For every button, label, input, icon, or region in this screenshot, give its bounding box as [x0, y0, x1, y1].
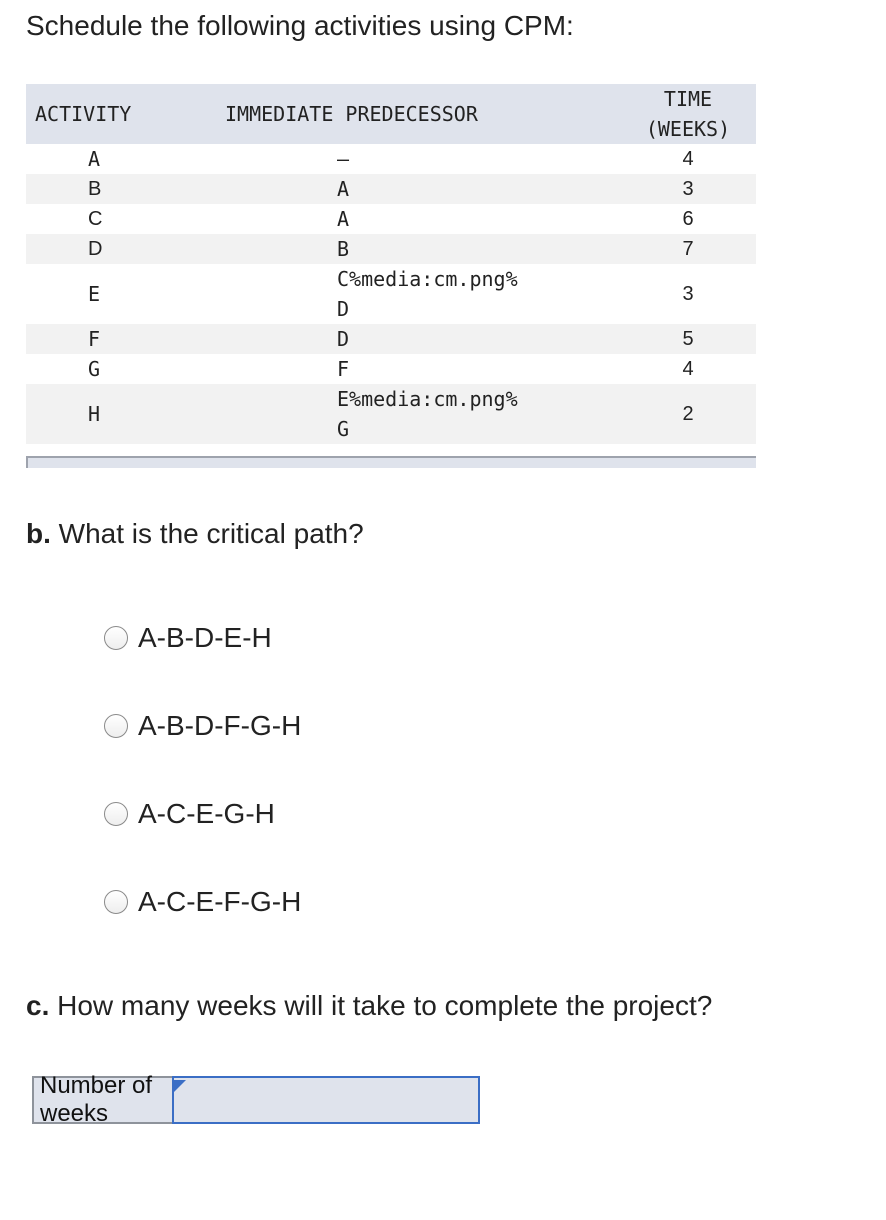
question-b-text: What is the critical path? — [50, 518, 364, 549]
cell-time: 4 — [682, 147, 694, 170]
question-c-text: How many weeks will it take to complete the project? — [49, 990, 713, 1021]
table-row — [26, 234, 756, 264]
cell-activity: G — [88, 357, 101, 381]
header-time — [620, 84, 756, 144]
table-row — [26, 384, 756, 444]
predecessor-value: A — [337, 207, 350, 231]
radio-button[interactable] — [104, 714, 128, 738]
option-label: A-C-E-G-H — [138, 798, 275, 829]
table-row — [26, 264, 756, 324]
activity-table-container — [26, 84, 756, 468]
cell-time: 4 — [682, 357, 694, 380]
cell-activity: E — [88, 282, 101, 306]
cell-time: 3 — [682, 282, 694, 305]
header-time-line1: TIME — [663, 87, 713, 111]
cell-time: 6 — [682, 207, 694, 230]
table-row — [26, 174, 756, 204]
weeks-input-wrap[interactable] — [172, 1078, 478, 1122]
weeks-answer-group — [32, 1072, 480, 1127]
header-time-line2: (WEEKS) — [645, 117, 731, 141]
table-row — [26, 354, 756, 384]
predecessor-value: C%media:cm.png% — [337, 267, 518, 291]
option-label: A-B-D-E-H — [138, 622, 272, 653]
cell-activity: C — [88, 207, 103, 230]
header-activity: ACTIVITY — [26, 84, 225, 144]
option-a-c-e-f-g-h[interactable] — [104, 886, 301, 918]
cell-predecessor — [225, 384, 620, 444]
question-b-prefix: b. — [26, 518, 51, 549]
intro-text: Schedule the following activities using CPM: — [26, 10, 574, 41]
cell-predecessor — [225, 354, 620, 384]
cell-predecessor — [225, 144, 620, 174]
table-footer-bar — [26, 456, 756, 468]
table-header-row — [26, 84, 756, 144]
cell-time: 5 — [620, 324, 756, 354]
option-a-b-d-e-h[interactable] — [104, 622, 272, 654]
predecessor-value: B — [337, 237, 350, 261]
cell-activity: F — [26, 324, 225, 354]
question-b — [26, 518, 364, 550]
table-row — [26, 204, 756, 234]
cell-predecessor — [225, 234, 620, 264]
activity-table — [26, 84, 756, 444]
option-label: A-C-E-F-G-H — [138, 886, 302, 917]
header-predecessor: IMMEDIATE PREDECESSOR — [225, 84, 620, 144]
cell-activity: A — [88, 147, 101, 171]
weeks-label: Number of weeks — [40, 1072, 153, 1127]
cell-predecessor — [225, 264, 620, 324]
predecessor-value: — — [337, 147, 350, 171]
predecessor-value: E%media:cm.png% — [337, 387, 518, 411]
cell-predecessor — [225, 324, 620, 354]
predecessor-value: D — [337, 327, 350, 351]
predecessor-value: F — [337, 357, 350, 381]
cell-activity: H — [26, 384, 225, 444]
radio-button[interactable] — [104, 626, 128, 650]
cell-time: 7 — [620, 234, 756, 264]
radio-button[interactable] — [104, 890, 128, 914]
table-row — [26, 324, 756, 354]
predecessor-value: G — [337, 417, 350, 441]
cell-time: 2 — [620, 384, 756, 444]
cell-time: 3 — [620, 174, 756, 204]
cell-activity: B — [26, 174, 225, 204]
weeks-input[interactable] — [172, 1076, 480, 1124]
predecessor-value: A — [337, 177, 350, 201]
question-c-prefix: c. — [26, 990, 50, 1021]
question-c — [26, 990, 712, 1022]
table-row — [26, 144, 756, 174]
cell-activity: D — [26, 234, 225, 264]
cell-predecessor — [225, 204, 620, 234]
predecessor-value: D — [337, 297, 350, 321]
option-a-c-e-g-h[interactable] — [104, 798, 275, 830]
radio-button[interactable] — [104, 802, 128, 826]
option-label: A-B-D-F-G-H — [138, 710, 302, 741]
option-a-b-d-f-g-h[interactable] — [104, 710, 301, 742]
cell-predecessor — [225, 174, 620, 204]
